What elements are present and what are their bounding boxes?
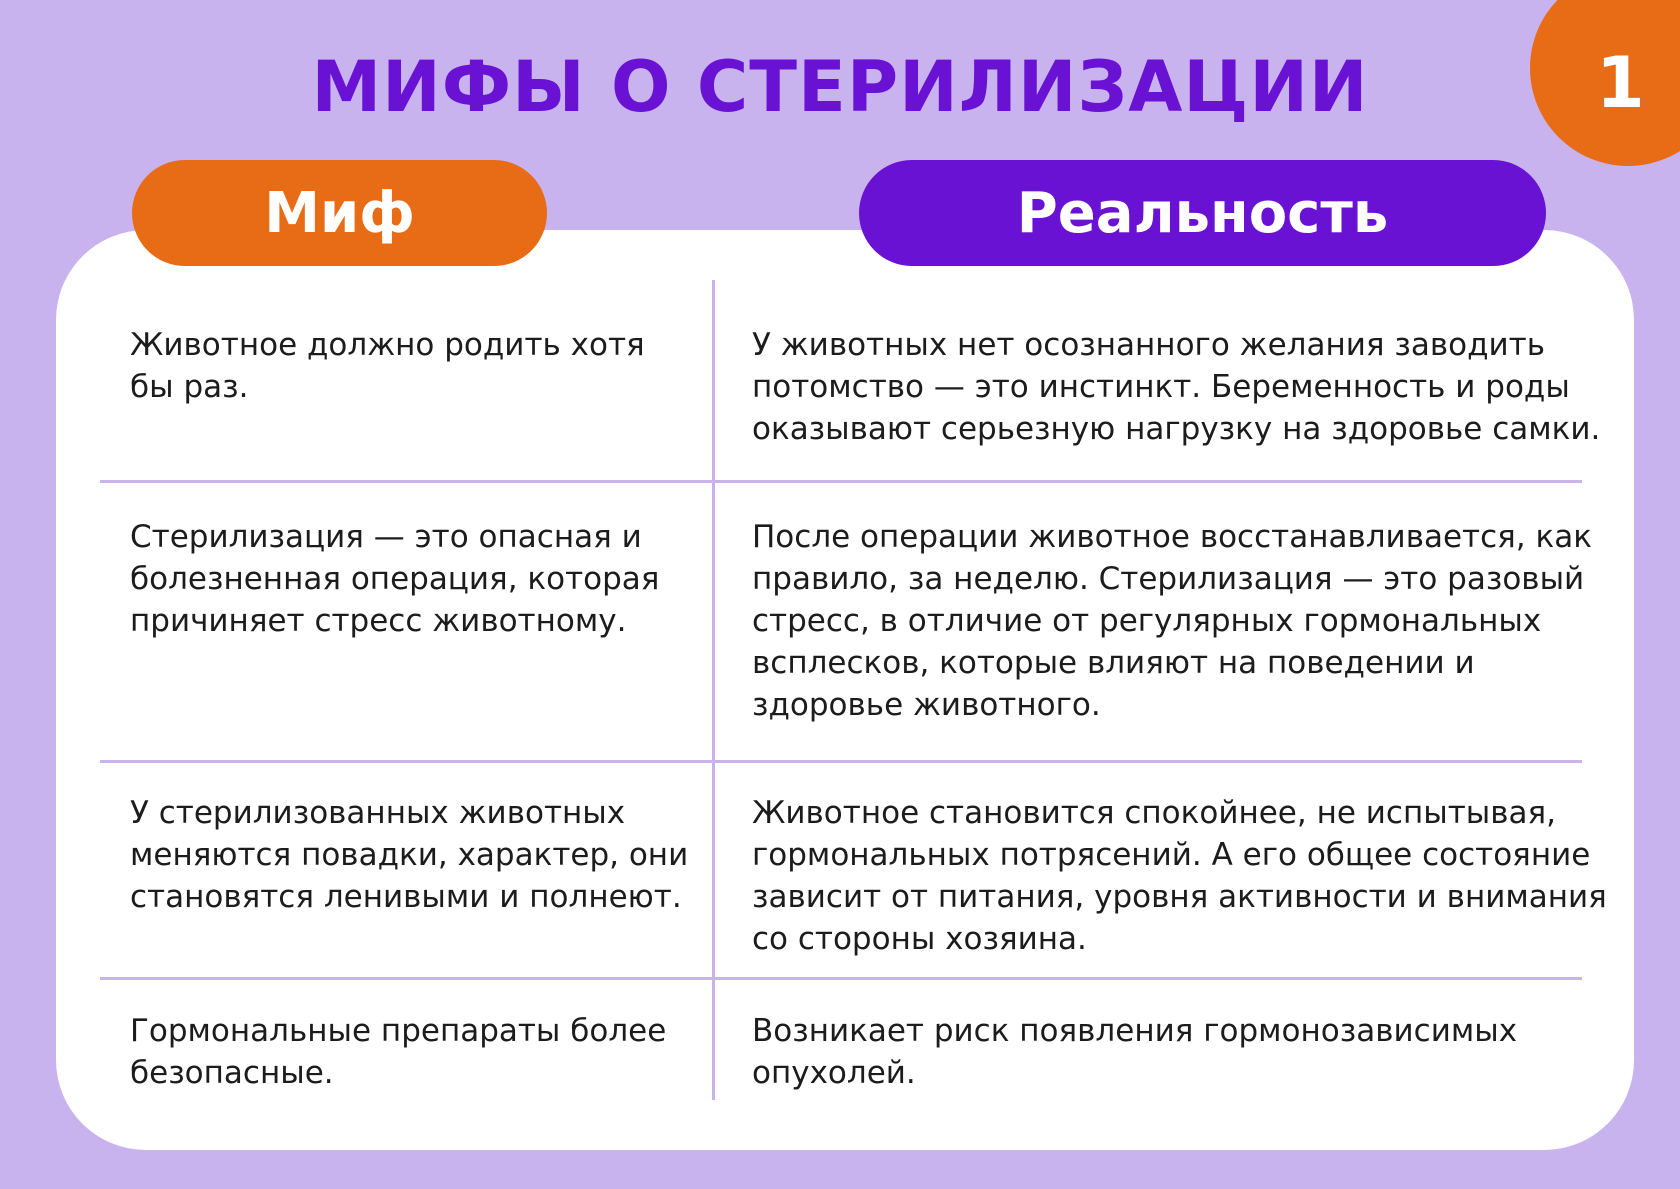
myth-header-label: Миф [264,180,415,246]
page-number: 1 [1596,42,1645,124]
reality-header-label: Реальность [1016,180,1389,246]
reality-text-4: Возникает риск появления гормонозависимых опухолей. [752,1013,1518,1091]
reality-text-1: У животных нет осознанного желания заводить потомство — это инстинкт. Беременность и роды оказывают серьезную нагрузку на здоровье самки. [752,327,1601,447]
reality-text-3: Животное становится спокойнее, не испытывая, гормональных потрясений. А его общее состояние зависит от питания, уровня активности и внимания со стороны хозяина. [752,795,1607,957]
myth-text-3: У стерилизованных животных меняются повадки, характер, они становятся ленивыми и полнеют. [130,795,689,915]
reality-text-2: После операции животное восстанавливается, как правило, за неделю. Стерилизация — это разовый стресс, в отличие от регулярных гормональных всплесков, которые влияют на поведении и здоровье животного. [752,519,1592,723]
myth-text-4: Гормональные препараты более безопасные. [130,1013,667,1091]
page-title: МИФЫ О СТЕРИЛИЗАЦИИ [311,46,1369,128]
row-divider [100,760,1582,763]
reality-header [859,160,1546,266]
row-divider [100,480,1582,483]
row-divider [100,977,1582,980]
myth-header [132,160,547,266]
myth-text-2: Стерилизация — это опасная и болезненная операция, которая причиняет стресс животному. [130,519,660,639]
myth-text-1: Животное должно родить хотя бы раз. [130,327,645,405]
